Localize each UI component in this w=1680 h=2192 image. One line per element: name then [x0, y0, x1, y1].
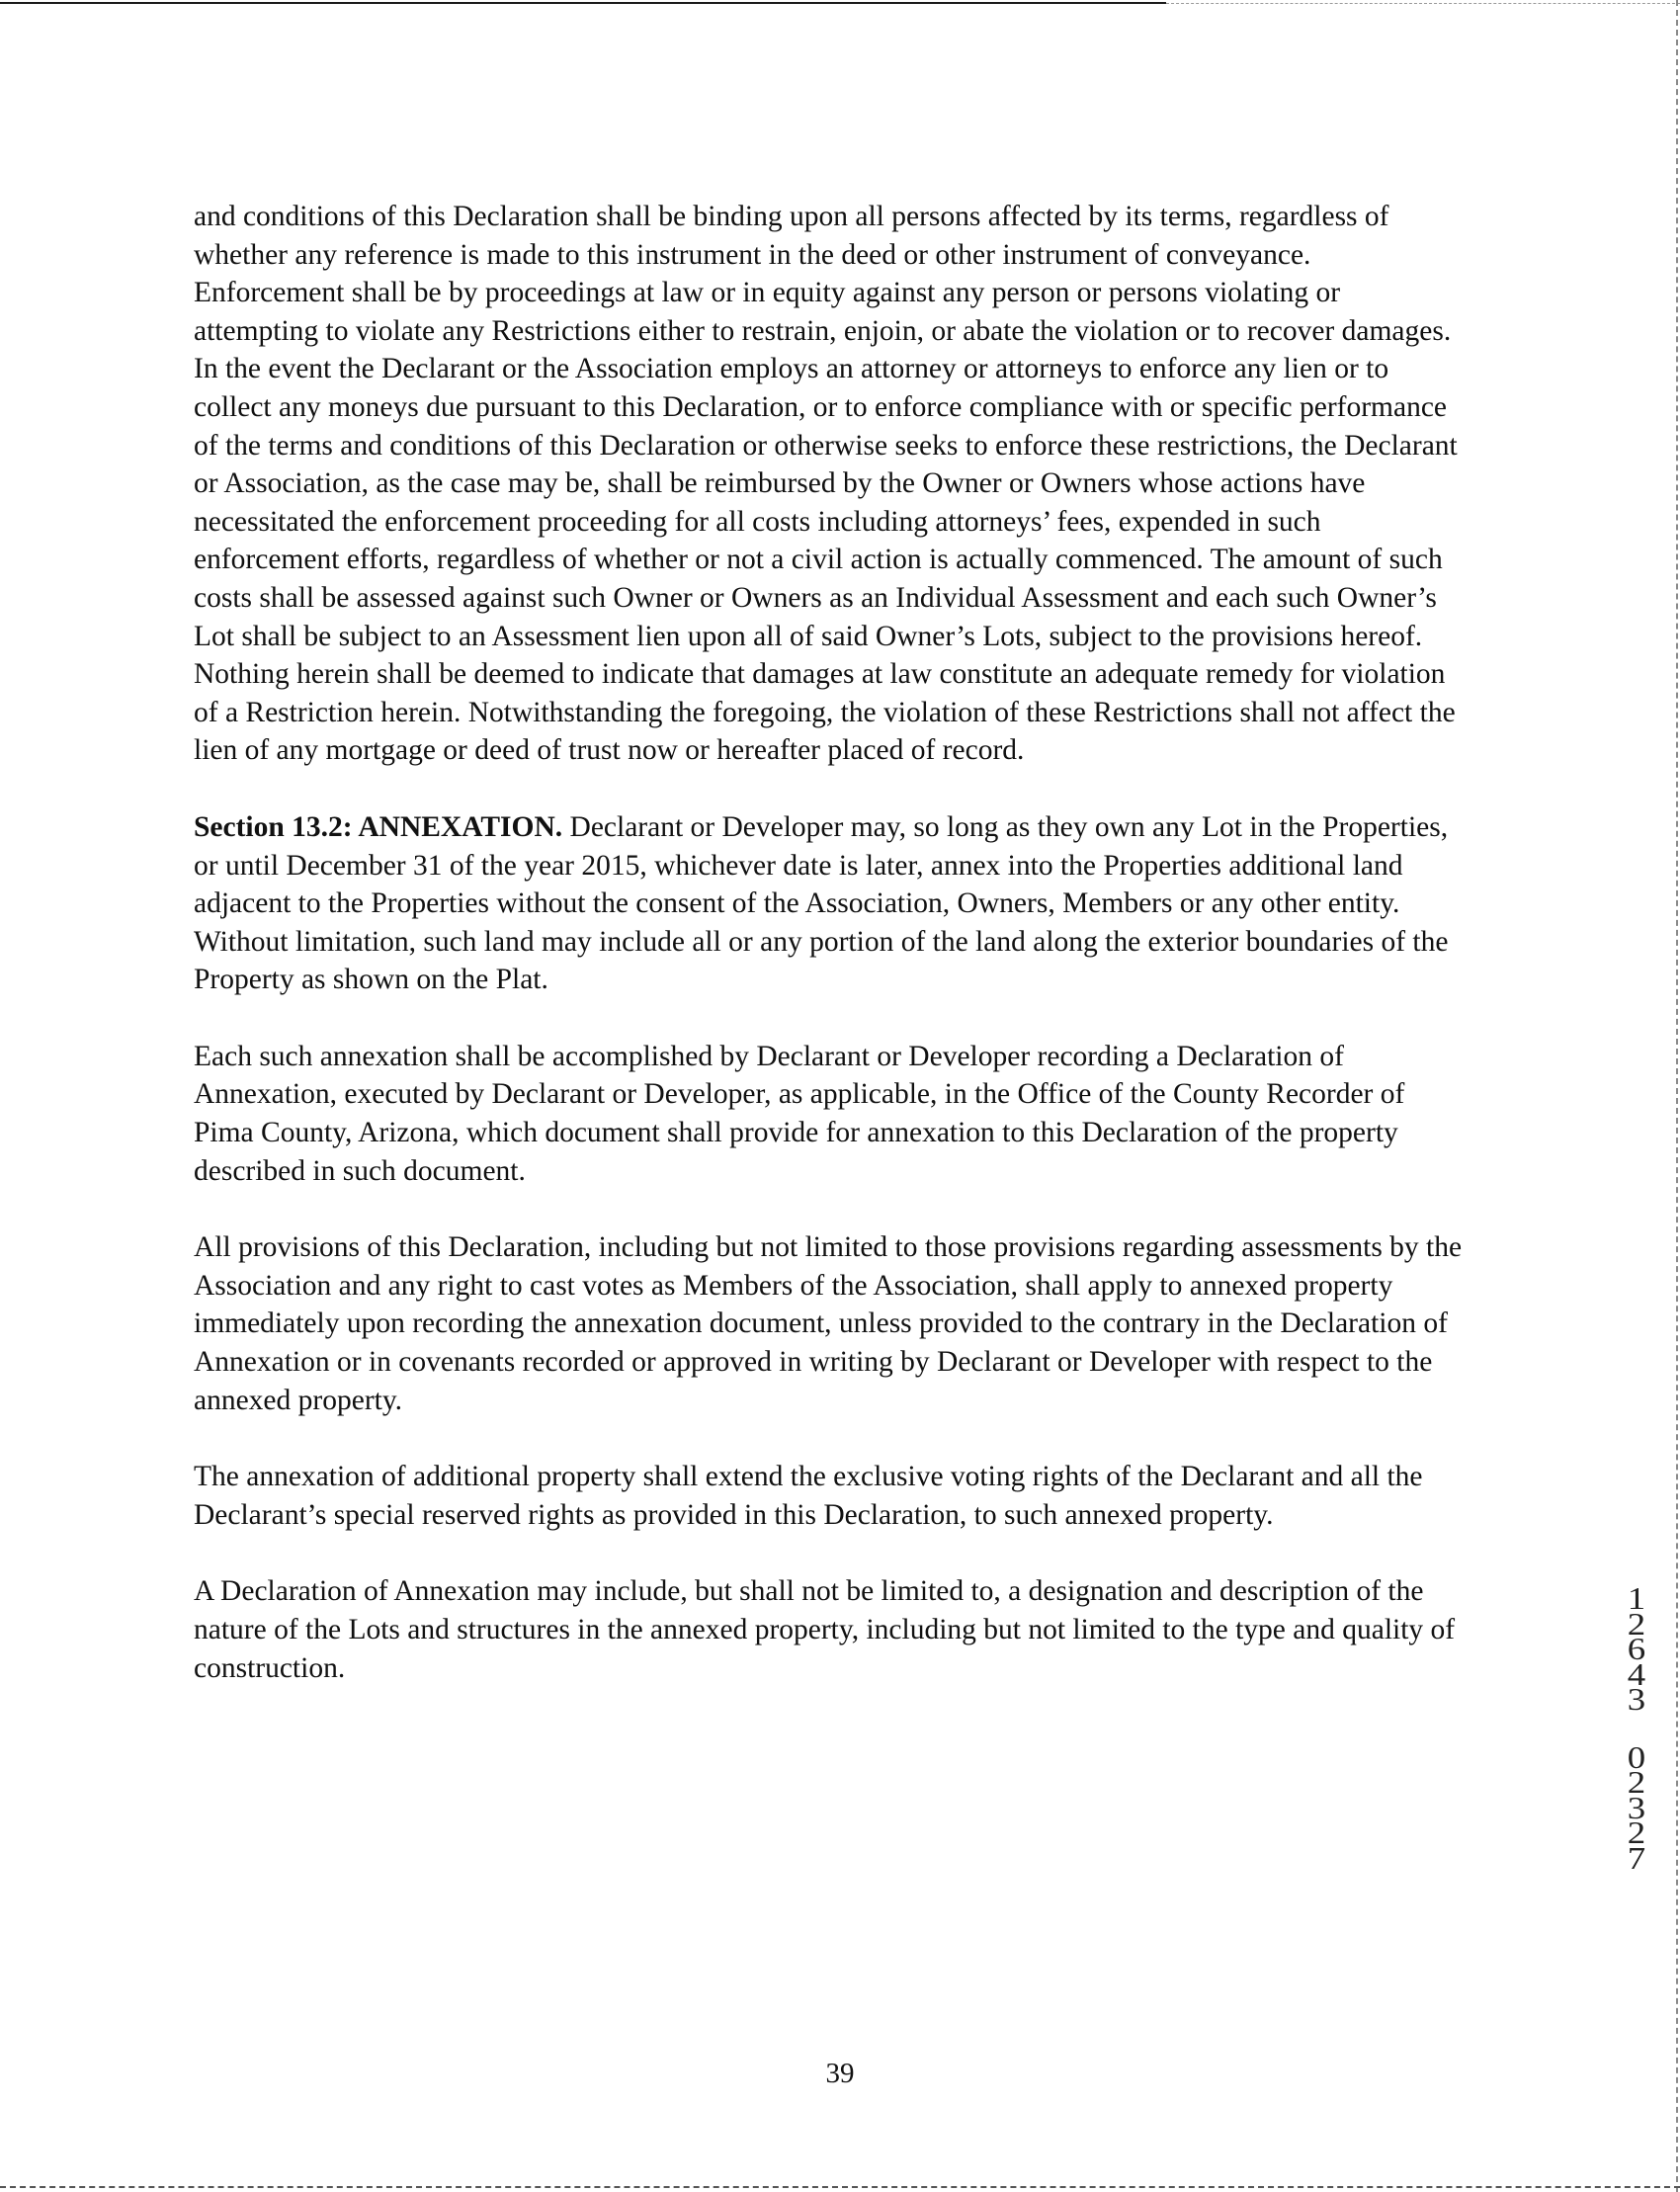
book-digit: 1: [1627, 1580, 1646, 1616]
page-digit: 0: [1627, 1738, 1646, 1775]
page-number: 39: [825, 2058, 855, 2089]
paragraph-annexation-recording: Each such annexation shall be accomplished by Declarant or Developer recording a Declaration of Annexation, executed by Declarant or Developer, as applicable, in the Office of the County Recorder of Pima County, Arizona, which document shall provide for annexation to this Declaration of the property described in such document.: [194, 1040, 1405, 1187]
scan-edge-right: [1676, 0, 1678, 2192]
book-digit: 3: [1627, 1681, 1646, 1717]
page-digit: 3: [1627, 1789, 1646, 1825]
document-body: [194, 198, 1469, 1726]
scan-edge-top: [0, 2, 1166, 4]
recording-book-page-stamp: [1617, 1580, 1656, 1876]
page-digit: 2: [1627, 1764, 1646, 1800]
scan-edge-top-faint: [1166, 3, 1680, 4]
paragraph-enforcement: and conditions of this Declaration shall be binding upon all persons affected by its terms, regardless of whether any reference is made to this instrument in the deed or other instrument of conveyance. Enforcement shall be by proceedings at law or in equity against any person or persons violating or attempting to violate any Restrictions either to restrain, enjoin, or abate the violation or to recover damages. In the event the Declarant or the Association employs an attorney or attorneys to enforce any lien or to collect any moneys due pursuant to this Declaration, or to enforce compliance with or specific performance of the terms and conditions of this Declaration or otherwise seeks to enforce these restrictions, the Declarant or Association, as the case may be, shall be reimbursed by the Owner or Owners whose actions have necessitated the enforcement proceeding for all costs including attorneys’ fees, expended in such enforcement efforts, regardless of whether or not a civil action is actually commenced. The amount of such costs shall be assessed against such Owner or Owners as an Individual Assessment and each such Owner’s Lot shall be subject to an Assessment lien upon all of said Owner’s Lots, subject to the provisions hereof. Nothing herein shall be deemed to indicate that damages at law constitute an adequate remedy for violation of a Restriction herein. Notwithstanding the foregoing, the violation of these Restrictions shall not affect the lien of any mortgage or deed of trust now or hereafter placed of record.: [194, 201, 1458, 767]
page-digit: 7: [1627, 1839, 1646, 1876]
paragraph-voting-rights: The annexation of additional property shall extend the exclusive voting rights of the Declarant and all the Declarant’s special reserved rights as provided in this Declaration, to such annexed property.: [194, 1461, 1423, 1531]
section-13-2-text: Declarant or Developer may, so long as they own any Lot in the Properties, or until December 31 of the year 2015, whichever date is later, annex into the Properties additional land adjacent to the Properties without the consent of the Association, Owners, Members or any other entity. Without limitation, such land may include all or any portion of the land along the exterior boundaries of the Property as shown on the Plat.: [194, 810, 1449, 996]
book-digit: 2: [1627, 1605, 1646, 1642]
paragraph-section-13-2: [194, 808, 1469, 999]
page-digit: 2: [1627, 1814, 1646, 1850]
section-13-2-heading: Section 13.2: ANNEXATION.: [194, 810, 563, 843]
book-digit: 4: [1627, 1655, 1646, 1692]
scan-edge-bottom: [0, 2186, 1680, 2188]
book-digit: 6: [1627, 1631, 1646, 1666]
paragraph-annexation-provisions: All provisions of this Declaration, including but not limited to those provisions regarding assessments by the Association and any right to cast votes as Members of the Association, shall apply to annexed property immediately upon recording the annexation document, unless provided to the contrary in the Declaration of Annexation or in covenants recorded or approved in writing by Declarant or Developer with respect to the annexed property.: [194, 1231, 1463, 1416]
paragraph-declaration-contents: A Declaration of Annexation may include, but shall not be limited to, a designation and description of the nature of the Lots and structures in the annexed property, including but not limited to the type and quality of construction.: [194, 1575, 1456, 1684]
